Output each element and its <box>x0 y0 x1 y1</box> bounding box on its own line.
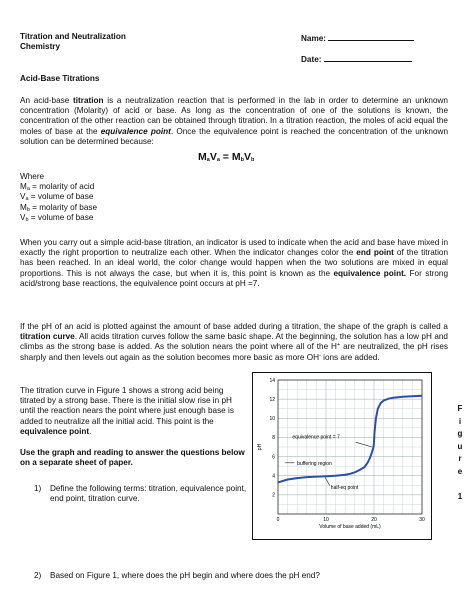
term-titration: titration <box>73 96 104 105</box>
question-2-text: Based on Figure 1, where does the pH begin and where does the pH end? <box>50 571 320 580</box>
term-equivalence-point-2: equivalence point. <box>333 268 407 278</box>
y-axis-label: pH <box>257 443 263 451</box>
def-va: $V_a$ = volume of base <box>20 192 94 203</box>
date-blank[interactable] <box>324 53 412 62</box>
titration-curve-chart <box>252 372 432 540</box>
date-field[interactable] <box>301 53 412 65</box>
x-tick-label: 20 <box>371 517 377 523</box>
question-2 <box>34 571 434 581</box>
question-2-number: 2) <box>34 571 42 580</box>
question-1-text: Define the following terms: titration, equivalence point, end point, titration curve. <box>50 484 247 504</box>
indicator-paragraph: When you carry out a simple acid-base titration, an indicator is used to indicate when the acid and base have mixed in exactly the right proportion to neutralize each other. When the indicator changes color the end point of the titration has been reached. In an ideal world, the color change would happen when the two solutions are mixed in equal proportions. This is not always the case, but when it is, this point is known as the equivalence point. For strong acid/strong base reactions, the equivalence point occurs at pH =7. <box>20 238 449 288</box>
question-1 <box>34 484 248 504</box>
name-field[interactable] <box>301 32 414 44</box>
doc-title <box>20 32 126 52</box>
figure-caption: F i g u r e 1 <box>457 404 463 501</box>
term-equivalence-point-3: equivalence point <box>20 426 90 436</box>
y-tick-label: 10 <box>269 416 275 423</box>
y-tick-label: 4 <box>272 473 275 480</box>
def-mb: $M_b$ = molarity of base <box>20 202 98 213</box>
variable-definitions <box>20 172 97 223</box>
equivalence-annotation: equivalence point = 7 <box>292 434 340 441</box>
y-tick-label: 2 <box>272 492 275 499</box>
formula: $M_aV_a = M_bV_b$ <box>198 151 255 163</box>
y-tick-label: 12 <box>269 396 275 403</box>
where-label: Where <box>20 172 45 181</box>
title-line-2: Chemistry <box>20 42 61 52</box>
term-equivalence-point: equivalence point <box>100 126 171 136</box>
x-tick-label: 30 <box>419 517 425 523</box>
intro-paragraph: An acid-base titration is a neutralization reaction that is performed in the lab in order to determine an unknown concentration (Molarity) of acid or base. As long as the concentration of one of the solutions is known, the concentration of the other reaction can be obtained through titration. In a titration reaction, the moles of acid equal the moles of base at the equivalence point. Once the equivalence point is reached the concentration of the unknown solution can be determined because: <box>20 96 448 146</box>
figure-paragraph: The titration curve in Figure 1 shows a strong acid being titrated by a strong base. There is the initial slow rise in pH until the reaction nears the point where just enough base is added to neutralize all the initial acid. This point is the equivalence point. <box>20 386 234 436</box>
y-tick-label: 8 <box>272 435 275 442</box>
question-1-number: 1) <box>34 484 42 493</box>
buffering-annotation: buffering region <box>297 461 332 468</box>
name-label: Name: <box>301 34 327 43</box>
term-titration-curve: titration curve <box>20 332 75 342</box>
def-ma: $M_a$ = molarity of acid <box>20 182 95 193</box>
section-title: Acid-Base Titrations <box>20 74 100 83</box>
y-tick-label: 14 <box>269 377 275 384</box>
x-axis-label: Volume of base added (mL) <box>319 524 381 530</box>
x-tick-label: 0 <box>276 517 280 523</box>
y-tick-label: 6 <box>272 454 275 461</box>
half-eq-annotation: half-eq point <box>330 485 359 492</box>
term-end-point: end point <box>356 248 394 258</box>
name-blank[interactable] <box>328 32 414 41</box>
titration-curve-paragraph: If the pH of an acid is plotted against the amount of base added during a titration, the shape of the graph is called a titration curve. All acids titration curves follow the same basic shape. At the beginning, the solution has a low pH and climbs as the strong base is added. As the solution nears the point where all of the H+ are neutralized, the pH rises sharply and then levels out again as the solution becomes more basic as more OH- ions are added. <box>20 322 448 362</box>
x-tick-label: 10 <box>323 517 329 523</box>
def-vb: $V_b$ = volume of base <box>20 212 94 223</box>
title-line-1: Titration and Neutralization <box>20 32 126 41</box>
date-label: Date: <box>301 55 322 64</box>
instruction: Use the graph and reading to answer the questions below on a separate sheet of paper. <box>20 448 245 468</box>
